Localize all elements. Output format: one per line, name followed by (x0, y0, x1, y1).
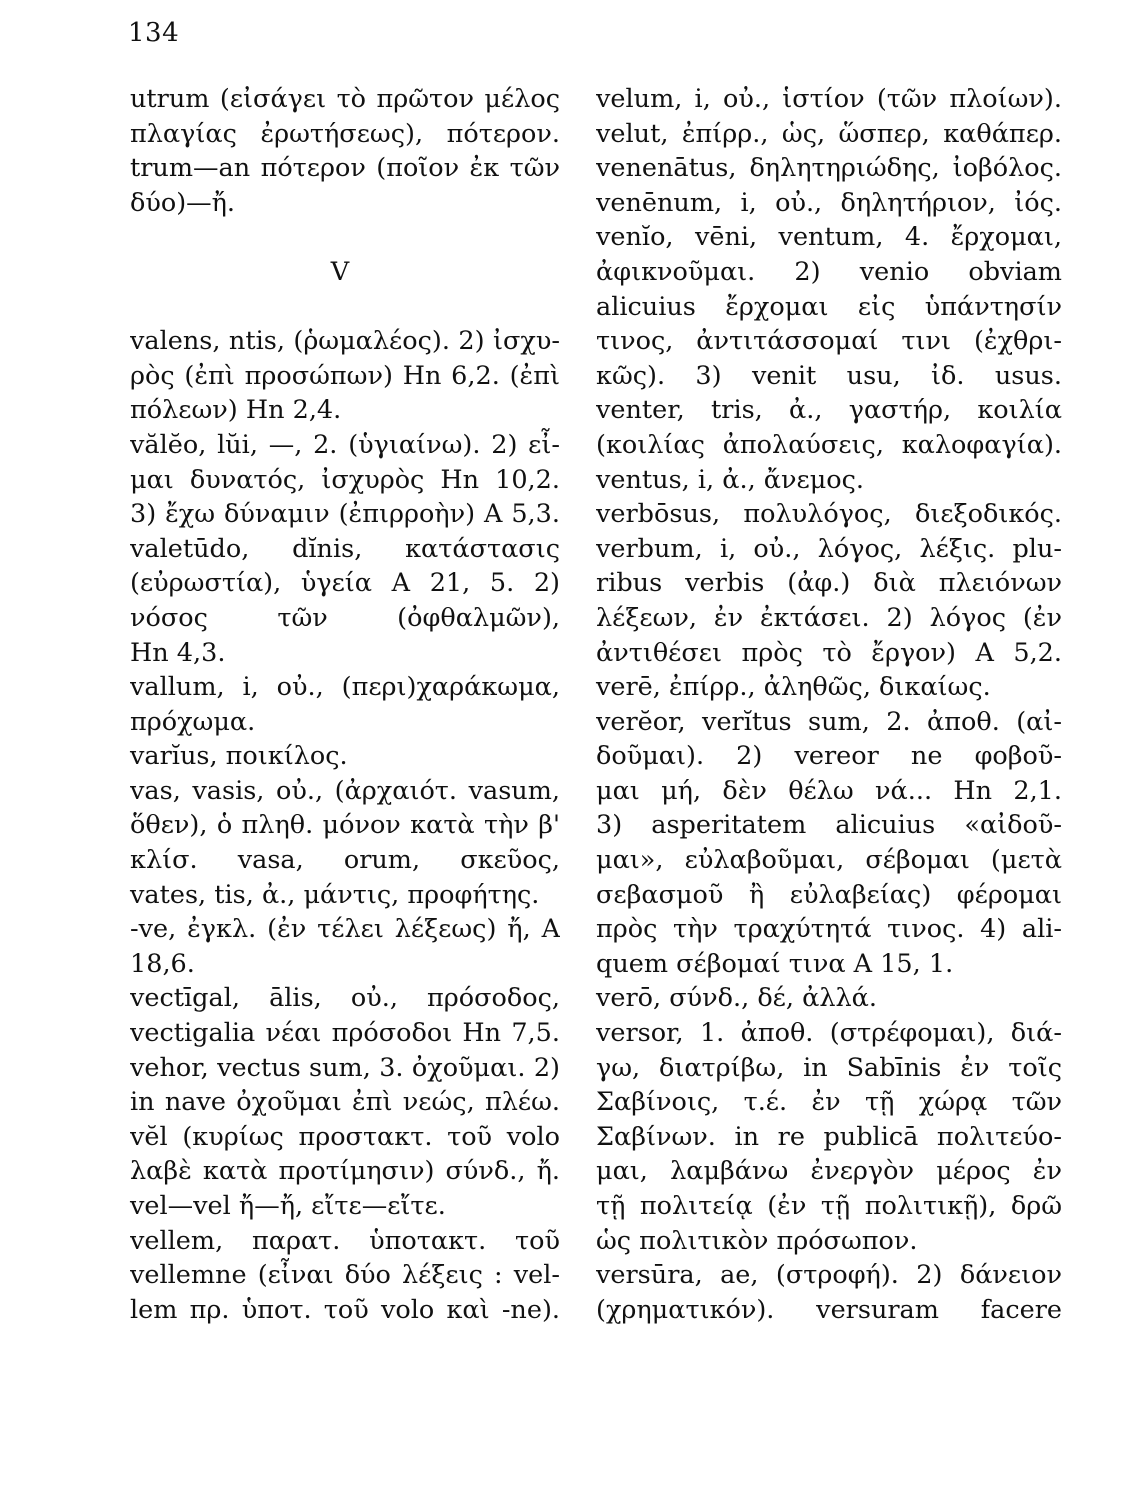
entry-line: Hn 4,3. (130, 637, 226, 668)
entry-line: 3) ἔχω δύναμιν (ἐπιρροὴν) A 5,3. (130, 499, 560, 530)
entry-line: δύο)—ἤ. (130, 187, 236, 218)
entry-line: in nave ὀχοῦμαι ἐπὶ νεώς, πλέω. (130, 1087, 560, 1118)
entry-line: μαι μή, δὲν θέλω νά... Hn 2,1. (596, 775, 1062, 806)
entry-line: πόλεων) Hn 2,4. (130, 395, 342, 426)
entry-line: ὡς πολιτικὸν πρόσωπον. (596, 1225, 918, 1256)
entry-line: (κοιλίας ἀπολαύσεις, καλοφαγία). (596, 429, 1062, 460)
entry-line: varĭus, ποικίλος. (130, 741, 348, 772)
entry-line: λέξεων, ἐν ἐκτάσει. 2) λόγος (ἐν (596, 602, 1062, 633)
entry-line: ἀφικνοῦμαι. 2) venio obviam (596, 256, 1062, 287)
entry-line: λαβὲ κατὰ προτίμησιν) σύνδ., ἤ. (130, 1156, 560, 1187)
entry-line: vălĕo, lŭi, —, 2. (ὑγιαίνω). 2) εἶ- (130, 429, 560, 460)
entry-line: ὅθεν), ὁ πληθ. μόνον κατὰ τὴν β' (130, 810, 560, 841)
entry-line: verō, σύνδ., δέ, ἀλλά. (596, 983, 877, 1014)
entry-line: velum, i, οὐ., ἱστίον (τῶν πλοίων). (596, 84, 1062, 114)
entry-line: μαι», εὐλαβοῦμαι, σέβομαι (μετὰ (596, 845, 1062, 876)
entry-line: vas, vasis, οὐ., (ἀρχαιότ. vasum, (130, 775, 560, 806)
entry-line: μαι δυνατός, ἰσχυρὸς Hn 10,2. (130, 464, 560, 495)
entry-line: vectīgal, ālis, οὐ., πρόσοδος, (130, 983, 560, 1014)
spacer (130, 220, 560, 255)
entry-line: versūra, ae, (στροφή). 2) δάνειον (596, 1260, 1062, 1291)
entry-line: verbōsus, πολυλόγος, διεξοδικός. (596, 499, 1062, 530)
entry-line: velut, ἐπίρρ., ὡς, ὥσπερ, καθάπερ. (596, 118, 1062, 149)
entry-line: verbum, i, οὐ., λόγος, λέξις. plu- (596, 533, 1062, 564)
left-entries-after-heading (130, 324, 560, 1327)
right-column (596, 82, 1062, 1327)
right-entries (596, 82, 1062, 1327)
spacer (130, 290, 560, 325)
entry-line: verē, ἐπίρρ., ἀληθῶς, δικαίως. (596, 672, 991, 703)
entry-line: ρὸς (ἐπὶ προσώπων) Hn 6,2. (ἐπὶ (130, 360, 560, 391)
entry-line: (χρηματικόν). versuram facere (596, 1294, 1062, 1325)
entry-line: Σαβίνοις, τ.έ. ἐν τῇ χώρᾳ τῶν (596, 1087, 1062, 1118)
entry-line: quem σέβομαί τινα A 15, 1. (596, 948, 954, 979)
entry-line: versor, 1. ἀποθ. (στρέφομαι), διά- (596, 1018, 1062, 1049)
entry-line: valetūdo, dĭnis, κατάστασις (130, 533, 560, 564)
entry-line: valens, ntis, (ῥωμαλέος). 2) ἰσχυ- (130, 326, 560, 357)
entry-line: 18,6. (130, 948, 195, 979)
entry-line: σεβασμοῦ ἢ εὐλαβείας) φέρομαι (596, 879, 1062, 910)
section-letter-heading: V (330, 256, 350, 287)
entry-line: δοῦμαι). 2) vereor ne φοβοῦ- (596, 741, 1062, 772)
entry-line: πρὸς τὴν τραχύτητά τινος. 4) ali- (596, 914, 1062, 945)
entry-line: κῶς). 3) venit usu, ἰδ. usus. (596, 360, 1062, 391)
entry-line: utrum (εἰσάγει τὸ πρῶτον μέλος (130, 84, 560, 114)
entry-line: lem πρ. ὑποτ. τοῦ volo καὶ -ne). (130, 1294, 560, 1325)
entry-line: vellem, παρατ. ὑποτακτ. τοῦ (130, 1225, 560, 1256)
entry-line: vallum, i, οὐ., (περι)χαράκωμα, (130, 672, 560, 703)
entry-line: vĕl (κυρίως προστακτ. τοῦ volo (130, 1121, 560, 1152)
page-number: 134 (128, 18, 180, 48)
entry-line: τῇ πολιτείᾳ (ἐν τῇ πολιτικῇ), δρῶ (596, 1191, 1062, 1221)
entry-line: ventus, i, ἀ., ἄνεμος. (596, 464, 865, 495)
entry-line: ἀντιθέσει πρὸς τὸ ἔργον) A 5,2. (596, 637, 1062, 668)
entry-line: trum—an πότερον (ποῖον ἐκ τῶν (130, 153, 560, 184)
entry-line: κλίσ. vasa, orum, σκεῦος, (130, 845, 560, 876)
entry-line: venter, tris, ἀ., γαστήρ, κοιλία (596, 395, 1062, 426)
entry-line: vectigalia νέαι πρόσοδοι Hn 7,5. (130, 1018, 560, 1049)
left-column (130, 82, 560, 1327)
entry-line: τινος, ἀντιτάσσομαί τινι (ἐχθρι- (596, 326, 1062, 357)
entry-line: πλαγίας ἐρωτήσεως), πότερον. (130, 118, 560, 149)
entry-line: vel—vel ἤ—ἤ, εἴτε—εἴτε. (130, 1191, 446, 1221)
entry-line: venēnum, i, οὐ., δηλητήριον, ἰός. (596, 187, 1062, 218)
entry-line: πρόχωμα. (130, 706, 256, 737)
entry-line: Σαβίνων. in re publicā πολιτεύο- (596, 1121, 1062, 1152)
entry-line: alicuius ἔρχομαι εἰς ὑπάντησίν (596, 291, 1062, 322)
entry-line: vates, tis, ἀ., μάντις, προφήτης. (130, 879, 540, 910)
entry-line: ribus verbis (ἀφ.) διὰ πλειόνων (596, 568, 1062, 599)
entry-line: νόσος τῶν (ὀφθαλμῶν), (130, 602, 560, 633)
entry-line: μαι, λαμβάνω ἐνεργὸν μέρος ἐν (596, 1156, 1062, 1187)
entry-line: verĕor, verĭtus sum, 2. ἀποθ. (αἰ- (596, 706, 1062, 737)
entry-line: 3) asperitatem alicuius «αἰδοῦ- (596, 810, 1062, 841)
entry-line: (εὐρωστία), ὑγεία A 21, 5. 2) (130, 568, 560, 599)
left-entries-before-heading (130, 82, 560, 220)
entry-line: γω, διατρίβω, in Sabīnis ἐν τοῖς (596, 1052, 1062, 1083)
entry-line: vellemne (εἶναι δύο λέξεις : vel- (130, 1260, 560, 1291)
entry-line: -ve, ἐγκλ. (ἐν τέλει λέξεως) ἤ, A (130, 914, 560, 945)
entry-line: vehor, vectus sum, 3. ὀχοῦμαι. 2) (130, 1052, 560, 1083)
entry-line: venenātus, δηλητηριώδης, ἰοβόλος. (596, 153, 1062, 184)
entry-line: venĭo, vēni, ventum, 4. ἔρχομαι, (596, 222, 1062, 253)
